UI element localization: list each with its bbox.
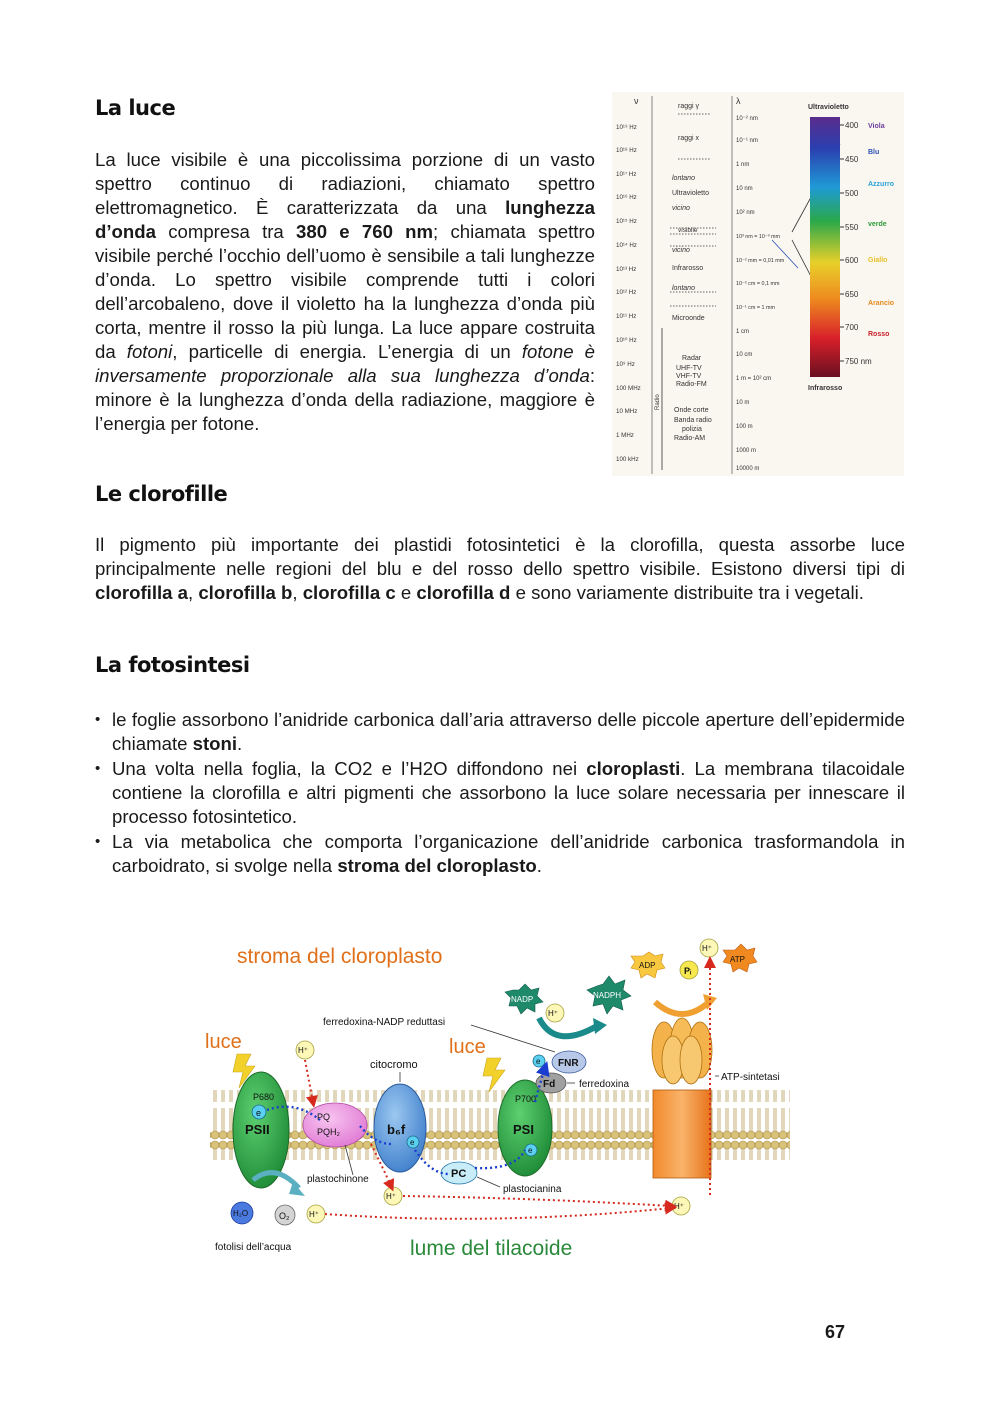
thylakoid-membrane-diagram <box>195 930 805 1265</box>
atp-label: ATP <box>730 955 745 964</box>
band-short-waves: Onde corte <box>674 407 709 414</box>
nu-column-header: ν <box>634 96 639 106</box>
freq-label: 10¹⁹ Hz <box>616 124 637 131</box>
pi-label: Pᵢ <box>684 966 692 976</box>
heading-la-luce: La luce <box>95 96 176 120</box>
band-police: polizia <box>682 426 702 433</box>
proton-label: H⁺ <box>309 1210 319 1219</box>
electromagnetic-spectrum-figure <box>612 92 904 476</box>
nm-tick: 450 <box>845 155 859 164</box>
electron-label: e <box>528 1146 533 1155</box>
freq-label: 10¹² Hz <box>616 289 637 296</box>
band-x-rays: raggi x <box>678 135 700 142</box>
freq-label: 10 MHz <box>616 408 638 415</box>
band-police-radio: Banda radio <box>674 417 712 424</box>
ir-label: Infrarosso <box>808 385 843 392</box>
band-gamma: raggi γ <box>678 103 700 110</box>
nadph-label: NADPH <box>593 991 622 1000</box>
atp-synthase-channel <box>653 1090 711 1178</box>
freq-label: 10¹¹ Hz <box>616 313 637 320</box>
page-number: 67 <box>825 1322 846 1342</box>
freq-label: 100 MHz <box>616 385 641 392</box>
band-uv-far: lontano <box>672 175 695 182</box>
cytochrome-label: citocromo <box>370 1059 418 1071</box>
freq-label: 10¹⁰ Hz <box>616 337 637 344</box>
list-item: • le foglie assorbono l’anidride carbonica dall’aria attraverso delle piccole aperture dell’epidermide chiamate stoni. <box>95 708 905 756</box>
color-label-rosso: Rosso <box>868 331 890 338</box>
band-microwaves: Microonde <box>672 315 705 322</box>
freq-label: 10¹⁶ Hz <box>616 194 637 201</box>
color-label-blu: Blu <box>868 149 880 156</box>
pqh2-label: PQH₂ <box>317 1127 340 1137</box>
fnr-label: FNR <box>558 1058 579 1069</box>
band-ultraviolet: Ultravioletto <box>672 190 709 197</box>
o2-label: O₂ <box>279 1211 290 1221</box>
freq-label: 1 MHz <box>616 432 634 439</box>
band-uhf-tv: UHF-TV <box>676 365 702 372</box>
stroma-label: stroma del cloroplasto <box>237 945 443 968</box>
color-label-giallo: Giallo <box>868 257 888 264</box>
nm-tick: 550 <box>845 223 859 232</box>
ferredoxin-label: ferredoxina <box>579 1079 630 1090</box>
wavelength-label: 10000 m <box>736 466 760 472</box>
paragraph-la-luce: La luce visibile è una piccolissima porzione di un vasto spettro continuo di radiazioni, chiamato spettro elettromagnetico. È caratterizzata da una lunghezza d’onda compresa tra 380 e 760 nm; chiamata spettro visibile perché l’occhio dell’uomo è sensibile a tali lunghezze d’onda. Lo spettro visibile comprende tutti i colori dell’arcobaleno, dove il violetto ha la lunghezza d’onda più corta, mentre il rosso la più lunga. La luce appare costruita da fotoni, particelle di energia. L’energia di un fotone è inversamente proporzionale alla sua lunghezza d’onda: minore è la lunghezza d’onda della radiazione, maggiore è l’energia per fotone. <box>95 149 596 434</box>
fnr-full-label: ferredoxina-NADP reduttasi <box>323 1017 446 1028</box>
pq-label: PQ <box>317 1112 331 1122</box>
freq-label: 10⁹ Hz <box>616 361 635 368</box>
color-label-viola: Viola <box>868 123 885 130</box>
fotosintesi-bullet-list <box>95 708 905 879</box>
b6f-label: b₆f <box>387 1122 406 1137</box>
heading-la-fotosintesi: La fotosintesi <box>95 653 250 677</box>
wavelength-label: 10⁻² nm <box>736 116 758 122</box>
band-ir-near: vicino <box>672 247 690 254</box>
proton-label: H⁺ <box>548 1009 558 1018</box>
heading-le-clorofille: Le clorofille <box>95 482 228 506</box>
plastocyanin-label: plastocianina <box>503 1184 562 1195</box>
proton-label: H⁺ <box>298 1046 308 1055</box>
band-vhf-tv: VHF-TV <box>676 373 702 380</box>
atp-synthase-head <box>652 1018 712 1084</box>
plastoquinone-pool <box>303 1103 367 1147</box>
pc-label: PC <box>451 1168 467 1180</box>
fd-label: Fd <box>543 1079 556 1090</box>
band-ir-far: lontano <box>672 285 695 292</box>
light-label-1: luce <box>205 1031 242 1053</box>
freq-label: 10¹⁸ Hz <box>616 147 637 154</box>
list-item: • Una volta nella foglia, la CO2 e l’H2O diffondono nei cloroplasti. La membrana tilacoidale contiene la clorofilla e altri pigmenti che assorbono la luce solare necessaria per innescare il processo fotosintetico. <box>95 757 905 829</box>
wavelength-label: 10² nm <box>736 210 755 216</box>
electron-label: e <box>256 1108 262 1118</box>
wavelength-label: 10 nm <box>736 186 753 192</box>
color-label-azzurro: Azzurro <box>868 181 895 188</box>
psi-label: PSI <box>513 1122 534 1137</box>
proton-label: H⁺ <box>386 1192 396 1201</box>
freq-label: 10¹⁷ Hz <box>616 171 637 178</box>
band-visible: visibile <box>678 227 698 234</box>
band-radio-fm: Radio-FM <box>676 381 707 388</box>
wavelength-label: 1 m = 10² cm <box>736 376 772 382</box>
paragraph-le-clorofille: Il pigmento più importante dei plastidi fotosintetici è la clorofilla, questa assorbe luce principalmente nelle regioni del blu e del rosso dello spettro visibile. Esistono diversi tipi di clorofilla a, clorofilla b, clorofilla c e clorofilla d e sono variamente distribuite tra i vegetali. <box>95 534 905 603</box>
radio-vertical-label: Radio <box>655 394 661 410</box>
electron-label: e <box>410 1138 415 1147</box>
p680-label: P680 <box>253 1092 275 1102</box>
band-radar: Radar <box>682 355 702 362</box>
wavelength-label: 10⁻¹ cm = 1 mm <box>736 305 775 311</box>
nadp-label: NADP <box>511 995 534 1004</box>
wavelength-label: 10 m <box>736 400 750 406</box>
wavelength-label: 10³ nm = 10⁻³ mm <box>736 234 781 240</box>
atp-synthase-label: ATP-sintetasi <box>721 1072 780 1083</box>
psii-label: PSII <box>245 1122 270 1137</box>
nm-tick: 750 nm <box>845 357 872 366</box>
freq-label: 100 kHz <box>616 456 639 463</box>
lumen-label: lume del tilacoide <box>410 1237 573 1260</box>
p700-label: P700 <box>515 1094 537 1104</box>
visible-spectrum-bar <box>810 117 840 377</box>
list-item: • La via metabolica che comporta l’organicazione dell’anidride carbonica trasformandola in carboidrato, si svolge nella stroma del cloroplasto. <box>95 830 905 878</box>
color-label-arancio: Arancio <box>868 300 895 307</box>
proton-label: H⁺ <box>674 1202 684 1211</box>
plastoquinone-label: plastochinone <box>307 1174 369 1185</box>
wavelength-label: 100 m <box>736 424 753 430</box>
h2o-label: H₂O <box>233 1209 249 1218</box>
lightning-icon <box>483 1058 505 1092</box>
nm-tick: 400 <box>845 121 859 130</box>
freq-label: 10¹³ Hz <box>616 266 637 273</box>
light-label-2: luce <box>449 1036 486 1058</box>
nm-tick: 500 <box>845 189 859 198</box>
lambda-column-header: λ <box>736 96 741 106</box>
band-uv-near: vicino <box>672 205 690 212</box>
band-radio-am: Radio-AM <box>674 435 706 442</box>
wavelength-label: 1 nm <box>736 162 750 168</box>
proton-label: H⁺ <box>702 944 712 953</box>
wavelength-label: 10⁻¹ nm <box>736 138 758 144</box>
electron-label: e <box>536 1057 541 1066</box>
water-photolysis-label: fotolisi dell’acqua <box>215 1242 292 1253</box>
wavelength-label: 1000 m <box>736 448 757 454</box>
band-infrared: Infrarosso <box>672 265 704 272</box>
nm-tick: 650 <box>845 290 859 299</box>
wavelength-label: 10⁻² mm = 0,01 mm <box>736 258 785 264</box>
nm-tick: 700 <box>845 323 859 332</box>
wavelength-label: 1 cm <box>736 329 750 335</box>
adp-label: ADP <box>639 961 656 970</box>
wavelength-label: 10 cm <box>736 352 753 358</box>
nm-tick: 600 <box>845 256 859 265</box>
freq-label: 10¹⁵ Hz <box>616 218 637 225</box>
uv-label: Ultravioletto <box>808 104 849 111</box>
wavelength-label: 10⁻² cm = 0,1 mm <box>736 281 780 287</box>
color-label-verde: verde <box>868 221 887 228</box>
freq-label: 10¹⁴ Hz <box>616 242 637 249</box>
